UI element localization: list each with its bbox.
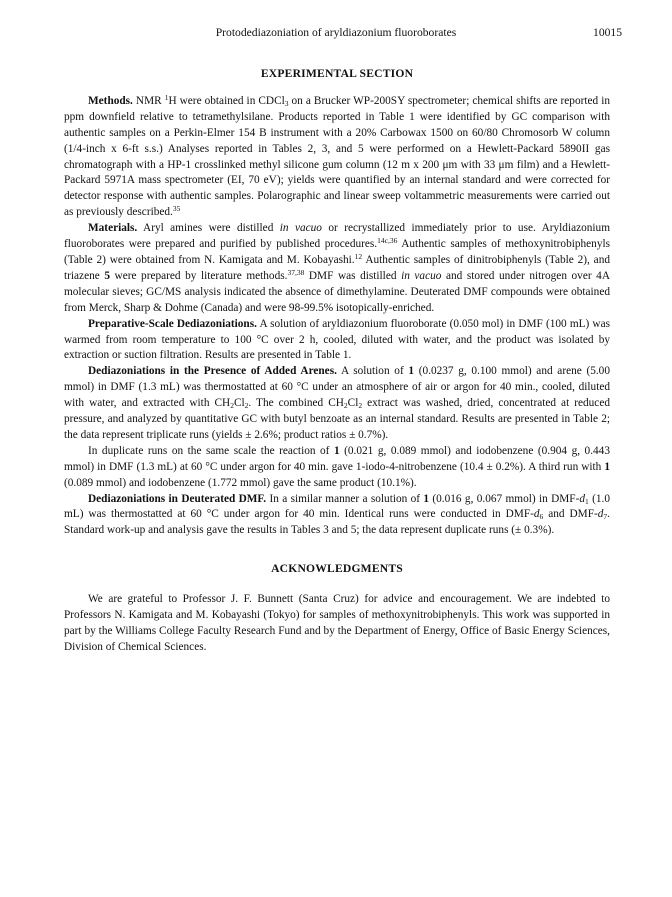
preparative-paragraph: Preparative-Scale Dediazoniations. A solution of aryldiazonium fluoroborate (0.050 mol) in DMF (100 mL) was warmed from room temperature to 100 °C over 2 h, cooled, diluted with water, and the product was isolated by extraction or suction filtration. Results are presented in Table 1.: [64, 317, 611, 362]
acknowledgments-heading: ACKNOWLEDGMENTS: [271, 562, 403, 576]
reference-35: 35: [172, 204, 181, 214]
page-number: 10015: [593, 26, 622, 39]
duplicate-runs-paragraph: In duplicate runs on the same scale the reaction of 1 (0.021 g, 0.089 mmol) and iodobenzene (0.904 g, 0.443 mmol) in DMF (1.3 mL) at 60 °C under argon for 40 min. gave 1-iodo-4-nitrobenzene (10.4 ± 0.2%). A third run with 1 (0.089 mmol) and iodobenzene (1.772 mmol) gave the same product (10.1%).: [64, 444, 610, 489]
materials-paragraph: Materials. Aryl amines were distilled in vacuo or recrystallized immediately prior to use. Aryldiazonium fluoroborates were prepared and purified by published procedures.$^{14c,36}$ Authentic samples of methoxynitrobiphenyls (Table 2) were obtained from N. Kamigata and M. Kobayashi.$^{12}$ Authentic samples of dinitrobiphenyls (Table 2), and triazene 5 were prepared by literature methods.$^{37,38}$ DMF was distilled in vacuo and stored under nitrogen over 4A molecular sieves; GC/MS analysis indicated the absence of dimethylamine. Deuterated DMF compounds were obtained from Merck, Sharp & Dohme (Canada) and were 98-99.5% isotopically-enriched.: [64, 222, 611, 314]
reference-37-38: 37,38: [287, 267, 305, 277]
preparative-run-in-head: Preparative-Scale Dediazoniations.: [88, 317, 257, 330]
running-header: [0, 26, 672, 42]
methods-paragraph: Methods. NMR $^1$H were obtained in CDCl$_3$ on a Brucker WP-200SY spectrometer; chemical shifts are reported in ppm downfield relative to tetramethylsilane. Products reported in Table 1 were identified by GC comparison with authentic samples on a Perkin-Elmer 154 B instrument with a 20% Carbowax 1500 on 60/80 Chromosorb W column (1/4-inch x 6-ft s.s.) Analyses reported in Tables 2, 3, and 5 were performed on a Hewlett-Packard 5890II gas chromatograph with a HP-1 crosslinked methyl silicone gum column (12 m x 200 μm with 33 μm film) and a Hewlett-Packard 5971A mass spectrometer (EI, 70 eV); yields were quantified by an internal standard and were corrected for detector response with authentic samples. Polarographic and linear sweep voltammetric measurements were carried out as previously described.$^{35}$: [64, 92, 610, 219]
deuterated-run-in-head: Dediazoniations in Deuterated DMF.: [88, 492, 267, 505]
methods-run-in-head: Methods.: [88, 94, 133, 107]
reference-12: 12: [354, 251, 363, 261]
added-arenes-paragraph: Dediazoniations in the Presence of Added Arenes. A solution of 1 (0.0237 g, 0.100 mmol) and arene (5.00 mmol) in DMF (1.3 mL) was thermostatted at 60 °C under an atmosphere of air or argon for 40 min., cooled, diluted with water, and extracted with $CH_2Cl_2$. The combined $CH_2Cl_2$ extract was washed, dried, concentrated at reduced pressure, and analyzed by quantitative GC with butyl benzoate as an internal standard. Results are presented in Table 2; the data represent triplicate runs (yields ± 2.6%; product ratios ± 0.7%).: [64, 365, 610, 441]
materials-run-in-head: Materials.: [88, 222, 138, 235]
reference-14c-36: 14c,36: [377, 236, 398, 246]
running-title: Protodediazoniation of aryldiazonium fluoroborates: [215, 26, 457, 39]
acknowledgments-paragraph: We are grateful to Professor J. F. Bunnett (Santa Cruz) for advice and encouragement. We are indebted to Professors N. Kamigata and M. Kobayashi (Tokyo) for samples of methoxynitrobiphenyls. This work was supported in part by the Williams College Faculty Research Fund and by the Department of Energy, Office of Basic Energy Sciences, Division of Chemical Sciences.: [64, 593, 610, 653]
deuterated-dmf-paragraph: Dediazoniations in Deuterated DMF. In a similar manner a solution of 1 (0.016 g, 0.067 mmol) in DMF-$d_1$ (1.0 mL) was thermostatted at 60 °C under argon for 40 min. Identical runs were conducted in DMF-$d_6$ and DMF-$d_7$. Standard work-up and analysis gave the results in Tables 3 and 5; the data represent duplicate runs (± 0.3%).: [64, 492, 610, 537]
added-arenes-run-in-head: Dediazoniations in the Presence of Added Arenes.: [88, 365, 337, 378]
article-body: [64, 66, 610, 656]
experimental-section-heading: EXPERIMENTAL SECTION: [260, 67, 414, 80]
